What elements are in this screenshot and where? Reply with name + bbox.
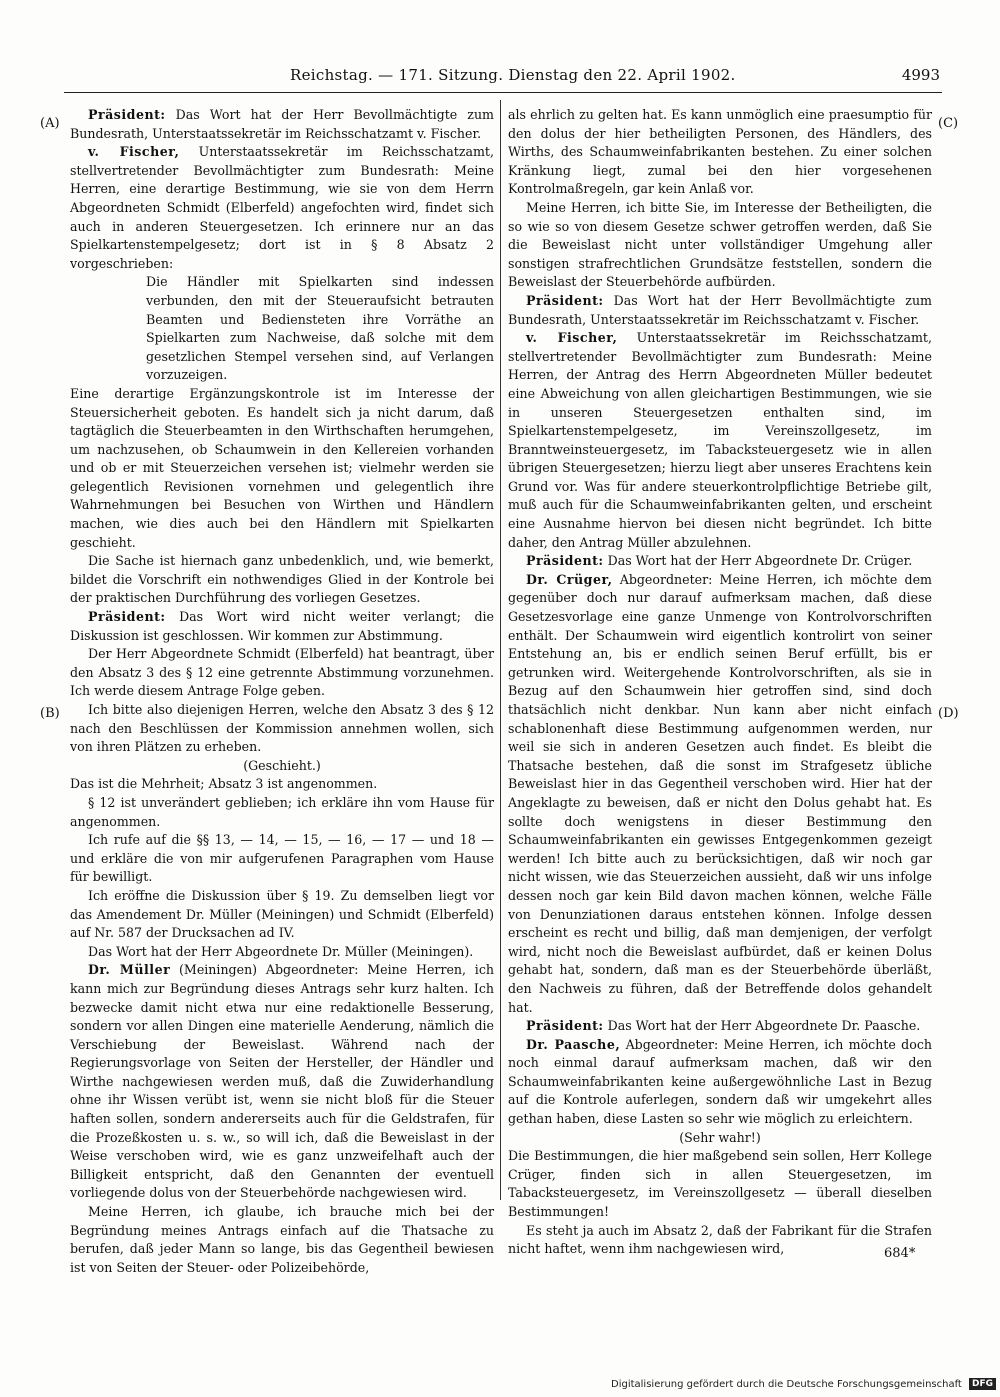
paragraph-text: Das Wort hat der Herr Abgeordnete Dr. Paasche. [607, 1018, 921, 1034]
paragraph-text: Das Wort hat der Herr Bevollmächtigte zum Bundesrath, Unterstaatssekretär im Reichsschatzamt v. Fischer. [70, 107, 494, 141]
paragraph-text: Unterstaatssekretär im Reichsschatzamt, stellvertretender Bevollmächtigter zum Bundesrath: Meine Herren, eine derartige Bestimmung, wie sie von dem Herrn Abgeordneten Schmidt (Elberfeld) angefochten wird, findet sich auch in anderen Steuergesetzen. Ich erinnere nur an das Spielkartenstempelgesetz; dort ist in § 8 Absatz 2 vorgeschrieben: [70, 144, 494, 271]
paragraph [70, 552, 494, 608]
stage-direction [508, 1129, 932, 1148]
paragraph-text: Das Wort hat der Herr Abgeordnete Dr. Crüger. [607, 553, 913, 569]
stage-direction [70, 757, 494, 776]
paragraph [508, 199, 932, 292]
speaker-name: Dr. Paasche, [526, 1036, 621, 1052]
speaker-name: v. Fischer, [526, 330, 618, 346]
dfg-logo: DFG [969, 1378, 996, 1390]
paragraph [508, 292, 932, 329]
paragraph-text: Die Händler mit Spielkarten sind indessen verbunden, den mit der Steueraufsicht betrauten Beamten und Bediensteten ihre Vorräthe an Spielkarten zum Nachweise, daß solche mit dem gesetzlichen Stempel versehen sind, auf Verlangen vorzuzeigen. [146, 274, 494, 383]
paragraph [70, 106, 494, 143]
speaker-name: Dr. Crüger, [526, 571, 613, 587]
paragraph-text: Der Herr Abgeordnete Schmidt (Elberfeld) hat beantragt, über den Absatz 3 des § 12 eine getrennte Abstimmung vorzunehmen. Ich werde diesem Antrage Folge geben. [70, 646, 494, 699]
paragraph-text: Das ist die Mehrheit; Absatz 3 ist angenommen. [70, 776, 378, 792]
page-number: 4993 [901, 66, 940, 84]
paragraph [70, 1203, 494, 1277]
paragraph-text: (Sehr wahr!) [679, 1129, 761, 1145]
header-rule [64, 92, 942, 93]
right-column [508, 106, 932, 1259]
left-column [70, 106, 494, 1277]
margin-letter-a: (A) [40, 116, 60, 131]
paragraph-text: Meine Herren, ich glaube, ich brauche mich bei der Begründung meines Antrags einfach auf die Thatsache zu berufen, daß jeder Mann so lange, bis das Gegentheil bewiesen ist von Seiten der Steuer- oder Polizeibehörde, [70, 1204, 494, 1275]
paragraph [70, 385, 494, 552]
running-head: Reichstag. — 171. Sitzung. Dienstag den 22. April 1902. [290, 66, 736, 84]
paragraph-text: Unterstaatssekretär im Reichsschatzamt, stellvertretender Bevollmächtigter zum Bundesrath: Meine Herren, der Antrag des Herrn Abgeordneten Müller bedeutet eine Abweichung von allen gleichartigen Bestimmungen, wie sie in unseren Steuergesetzen enthalten sind, im Spielkartenstempelgesetz, im Vereinszollgesetz, im Branntweinsteuergesetz, im Tabacksteuergesetz wie in allen übrigen Steuergesetzen; hierzu liegt aber unseres Erachtens kein Grund vor. Was für andere steuerkontrolpflichtige Betriebe gilt, muß auch für die Schaumweinfabrikanten gelten, und erscheint eine Ausnahme hiervon bei diesen nicht begründet. Ich bitte daher, den Antrag Müller abzulehnen. [508, 330, 932, 550]
paragraph-text: Das Wort hat der Herr Bevollmächtigte zum Bundesrath, Unterstaatssekretär im Reichsschatzamt v. Fischer. [508, 292, 932, 327]
paragraph [508, 1147, 932, 1221]
speaker-name: v. Fischer, [88, 144, 180, 160]
paragraph [70, 961, 494, 1203]
speaker-name: Präsident: [88, 609, 166, 625]
paragraph [508, 1017, 932, 1036]
speaker-name: Dr. Müller [88, 962, 171, 978]
paragraph [70, 701, 494, 757]
paragraph-text: Ich bitte also diejenigen Herren, welche den Absatz 3 des § 12 nach den Beschlüssen der Kommission annehmen wollen, sich von ihren Plätzen zu erheben. [70, 702, 494, 755]
paragraph-text: Eine derartige Ergänzungskontrole ist im Interesse der Steuersicherheit geboten. Es handelt sich ja nicht darum, daß tagtäglich die Steuerbeamten in den Wirthschaften herumgehen, um nachzusehen, ob Schaumwein in den Kellereien vorhanden und ob er mit Steuerzeichen versehen ist; vielmehr werden sie gelegentlich Revisionen vornehmen und gelegentlich ihre Wahrnehmungen bei Besuchen von Wirthen und Händlern machen, wie dies auch bei den Händlern mit Spielkarten geschieht. [70, 385, 494, 550]
paragraph-text: Abgeordneter: Meine Herren, ich möchte dem gegenüber doch nur darauf aufmerksam machen, daß diese Gesetzesvorlage eine ganze Unmenge von Kontrolvorschriften enthält. Der Schaumwein wird eigentlich kontrolirt von seiner Entstehung an, bis er endlich seinen Beruf erfüllt, bis er getrunken wird. Weitergehende Kontrolvorschriften, als sie in Bezug auf den Schaumwein hier getroffen sind, sind doch thatsächlich nicht denkbar. Nun kann aber nicht einfach schablonenhaft diese Bestimmung aufgenommen werden, nur weil sie sich in anderen Gesetzen auch findet. Es bleibt die Thatsache bestehen, daß die sonst im Strafgesetz übliche Beweislast hier in das Gegentheil verschoben wird. Hier hat der Angeklagte zu beweisen, daß er nicht den Dolus gehabt hat. Es sollte doch wenigstens in dieser Bestimmung den Schaumweinfabrikanten ein gewisses Entgegenkommen gezeigt werden! Ich bitte auch zu berücksichtigen, daß wir noch gar nicht wissen, wie das Steuerzeichen aussieht, daß wir uns infolge dessen noch gar kein Bild davon machen können, welche Fälle von Denunziationen daraus entstehen können. Infolge dessen erscheint es recht und billig, daß man demjenigen, der verfolgt wird, nicht noch die Beweislast aufbürdet, daß er keinen Dolus gehabt hat, sondern, daß man es der Steuerbehörde überläßt, den Nachweis zu führen, daß der Betreffende dolos gehandelt hat. [508, 571, 932, 1015]
paragraph [508, 329, 932, 552]
paragraph-text: Das Wort hat der Herr Abgeordnete Dr. Müller (Meiningen). [88, 943, 474, 959]
speaker-name: Präsident: [88, 107, 166, 122]
paragraph [508, 1036, 932, 1129]
paragraph [70, 775, 494, 794]
paragraph-text: Abgeordneter: Meine Herren, ich möchte doch noch einmal darauf aufmerksam machen, daß wir den Schaumweinfabrikanten keine außergewöhnliche Last in Bezug auf die Kontrole auferlegen, sondern daß wir umgekehrt alles gethan haben, diese Lasten so sehr wie möglich zu erleichtern. [508, 1036, 932, 1127]
paragraph-text: als ehrlich zu gelten hat. Es kann unmöglich eine praesumptio für den dolus der hier betheiligten Personen, des Händlers, des Wirths, des Schaumweinfabrikanten bestehen. Zu einer solchen Kränkung liegt, zumal bei den hier vorgesehenen Kontrolmaßregeln, gar kein Anlaß vor. [508, 107, 932, 197]
paragraph [70, 608, 494, 645]
paragraph-text: Ich eröffne die Diskussion über § 19. Zu demselben liegt vor das Amendement Dr. Müller (Meiningen) und Schmidt (Elberfeld) auf Nr. 587 der Drucksachen ad IV. [70, 887, 494, 941]
paragraph-text: Ich rufe auf die §§ 13, — 14, — 15, — 16, — 17 — und 18 — und erkläre die von mir aufgerufenen Paragraphen vom Hause für bewilligt. [70, 832, 494, 885]
paragraph [508, 106, 932, 199]
paragraph-text: Das Wort wird nicht weiter verlangt; die Diskussion ist geschlossen. Wir kommen zur Abstimmung. [70, 609, 494, 643]
margin-letter-c: (C) [938, 116, 959, 131]
paragraph-text: (Meiningen) Abgeordneter: Meine Herren, ich kann mich zur Begründung dieses Antrags sehr kurz halten. Ich bezwecke damit nicht etwa nur eine redaktionelle Besserung, sondern vor allen Dingen eine materielle Aenderung, nämlich die Verschiebung der Beweislast. Während nach der Regierungsvorlage von Seiten der Hersteller, der Händler und Wirthe nachgewiesen werden muß, daß die Zuwiderhandlung ohne ihr Wissen verübt ist, wenn sie nicht bloß für die Steuer haften sollen, sondern andererseits auch für die Geldstrafen, für die Prozeßkosten u. s. w., so will ich, daß die Beweislast in der Weise verschoben wird, wie es ganz unzweifelhaft auch der Billigkeit entspricht, daß den Genannten der eventuell vorliegende dolus von der Steuerbehörde nachgewiesen wird. [70, 962, 494, 1201]
column-divider [500, 100, 501, 1200]
signature-mark: 684* [884, 1246, 916, 1261]
margin-letter-b: (B) [40, 706, 60, 721]
digitization-text: Digitalisierung gefördert durch die Deutsche Forschungsgemeinschaft [611, 1379, 962, 1390]
paragraph [508, 1222, 932, 1259]
paragraph [70, 831, 494, 887]
paragraph-text: § 12 ist unverändert geblieben; ich erkläre ihn vom Hause für angenommen. [70, 794, 494, 829]
speaker-name: Präsident: [526, 553, 604, 569]
paragraph [70, 794, 494, 831]
paragraph-text: Die Sache ist hiernach ganz unbedenklich, und, wie bemerkt, bildet die Vorschrift ein nothwendiges Glied in der Kontrole bei der praktischen Durchführung des vorliegen Gesetzes. [70, 553, 494, 606]
margin-letter-d: (D) [938, 706, 959, 721]
paragraph [508, 571, 932, 1017]
speaker-name: Präsident: [526, 1018, 604, 1034]
paragraph-text: Meine Herren, ich bitte Sie, im Interesse der Betheiligten, die so wie so von diesem Gesetze schwer getroffen werden, daß Sie die Beweislast nicht unter vollständiger Umgehung aller sonstigen strafrechtlichen Grundsätze feststellen, sondern die Beweislast der Steuerbehörde aufbürden. [508, 199, 932, 290]
paragraph-text: Die Bestimmungen, die hier maßgebend sein sollen, Herr Kollege Crüger, finden sich in allen Steuergesetzen, im Tabacksteuergesetz, im Vereinszollgesetz — überall dieselben Bestimmungen! [508, 1148, 932, 1220]
paragraph-text: (Geschieht.) [243, 757, 321, 773]
paragraph [508, 552, 932, 571]
paragraph [70, 645, 494, 701]
speaker-name: Präsident: [526, 292, 604, 308]
paragraph [70, 887, 494, 943]
digitization-note [611, 1378, 993, 1390]
paragraph-text: Es steht ja auch im Absatz 2, daß der Fabrikant für die Strafen nicht haftet, wenn ihm nachgewiesen wird, [508, 1222, 932, 1257]
quoted-law-text [146, 273, 494, 385]
paragraph [70, 943, 494, 962]
paragraph [70, 143, 494, 273]
